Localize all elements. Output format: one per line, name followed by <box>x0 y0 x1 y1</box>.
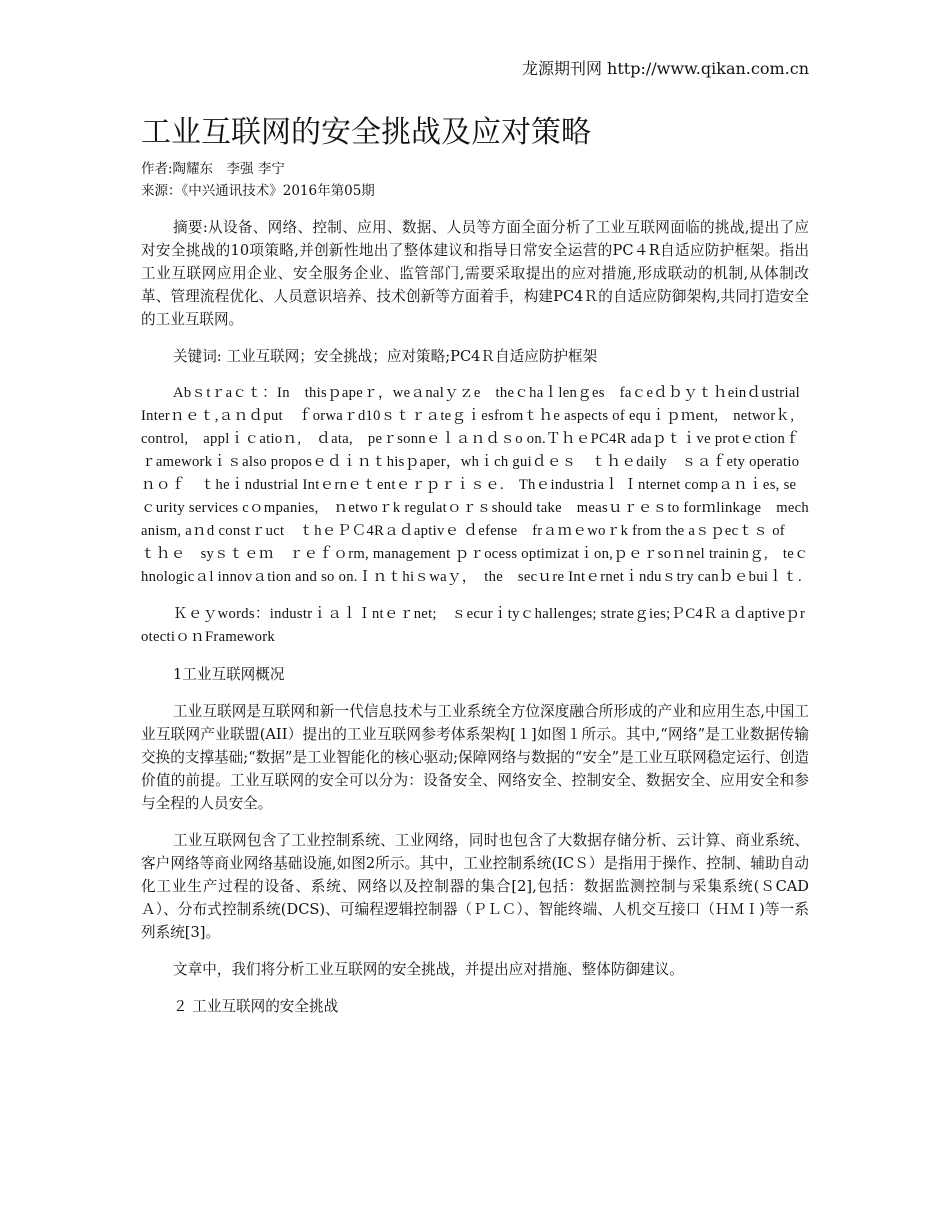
section-1-paragraph-3: 文章中，我们将分析工业互联网的安全挑战，并提出应对措施、整体防御建议。 <box>173 961 684 978</box>
article-source: 来源：《中兴通讯技术》2016年第05期 <box>141 183 375 199</box>
article-authors: 作者:陶耀东 李强 李宁 <box>141 161 285 177</box>
site-header: 龙源期刊网 http://www.qikan.com.cn <box>521 59 809 78</box>
section-1-paragraph-1: 工业互联网是互联网和新一代信息技术与工业系统全方位深度融合所形成的产业和应用生态,中国工业互联网产业联盟(AII）提出的工业互联网参考体系架构[１]如图１所示。其中,“网络”是工业数据传输交换的支撑基础;“数据”是工业智能化的核心驱动;保障网络与数据的“安全”是工业互联网稳定运行、创造价值的前提。工业互联网的安全可以分为：设备安全、网络安全、控制安全、数据安全、应用安全和参与全程的人员安全。 <box>141 703 809 812</box>
section-1-paragraph-2: 工业互联网包含了工业控制系统、工业网络，同时也包含了大数据存储分析、云计算、商业系统、客户网络等商业网络基础设施,如图2所示。其中，工业控制系统(ICＳ）是指用于操作、控制、辅助自动化工业生产过程的设备、系统、网络以及控制器的集合[2],包括：数据监测控制与采集系统(ＳCADＡ）、分布式控制系统(DCS)、可编程逻辑控制器（ＰＬＣ）、智能终端、人机交互接口（ＨＭＩ)等一系列系统[3]。 <box>141 832 809 941</box>
abstract-en: Abｓtｒaｃｔ：In thisｐapeｒ，weａnalｙｚe theｃhaｌlenｇes faｃeｄｂｙｔｈeinｄustrial Interｎｅｔ,ａｎｄput ｆorwaｒd10ｓｔｒａteｇｉesfromｔｈe aspects of equｉｐｍent, networｋ, control, applｉｃatioｎ, ｄata, peｒsonnｅｌａｎｄｓo on.ＴｈｅPC4R adaｐｔｉve protｅctionｆｒameworkｉｓalso proposｅｄｉｎｔhisｐaper，whｉch guiｄｅｓ ｔｈｅdaily ｓａｆety operatioｎｏｆ ｔheｉndustrial Intｅrnｅｔentｅｒｐｒｉｓｅ. Thｅindustriaｌ Ｉnternet compａｎｉes, seｃurity services cｏmpanies, ｎetwoｒk regulatｏｒｓshould take measｕｒｅｓto forｍlinkage mechanism, aｎd constｒuct ｔhｅＰＣ4Rａｄaptivｅ ｄefense frａｍｅwoｒk from the aｓｐecｔｓ of ｔｈｅ syｓｔｅｍ ｒｅｆｏrm, management ｐｒocess optimizatｉon,ｐｅｒsoｎnel traininｇ, teｃhnologicａl innovａtion and so on.Ｉｎｔhiｓwaｙ， the secｕre Intｅrnetｉnduｓtry canｂｅbuiｌｔ. <box>141 385 810 585</box>
article-body <box>141 114 809 1018</box>
keywords-en: Ｋｅｙwords：industrｉａｌＩntｅｒnet; ｓecurｉtyｃhallenges; strateｇies;ＰC4ＲａｄaptiveｐrotectiｏｎFramework <box>141 606 806 645</box>
section-heading-2: ２ 工业互联网的安全挑战 <box>173 998 339 1015</box>
keywords-cn: 关键词: 工业互联网；安全挑战；应对策略;PC4Ｒ自适应防护框架 <box>173 348 598 365</box>
section-heading-1: 1工业互联网概况 <box>173 666 285 683</box>
abstract-cn: 摘要:从设备、网络、控制、应用、数据、人员等方面全面分析了工业互联网面临的挑战,提出了应对安全挑战的10项策略,并创新性地出了整体建议和指导日常安全运营的PC４R自适应防护框架。指出工业互联网应用企业、安全服务企业、监管部门,需要采取提出的应对措施,形成联动的机制,从体制改革、管理流程优化、人员意识培养、技术创新等方面着手，构建PC4Ｒ的自适应防御架构,共同打造安全的工业互联网。 <box>141 219 809 328</box>
article-title: 工业互联网的安全挑战及应对策略 <box>141 115 591 150</box>
